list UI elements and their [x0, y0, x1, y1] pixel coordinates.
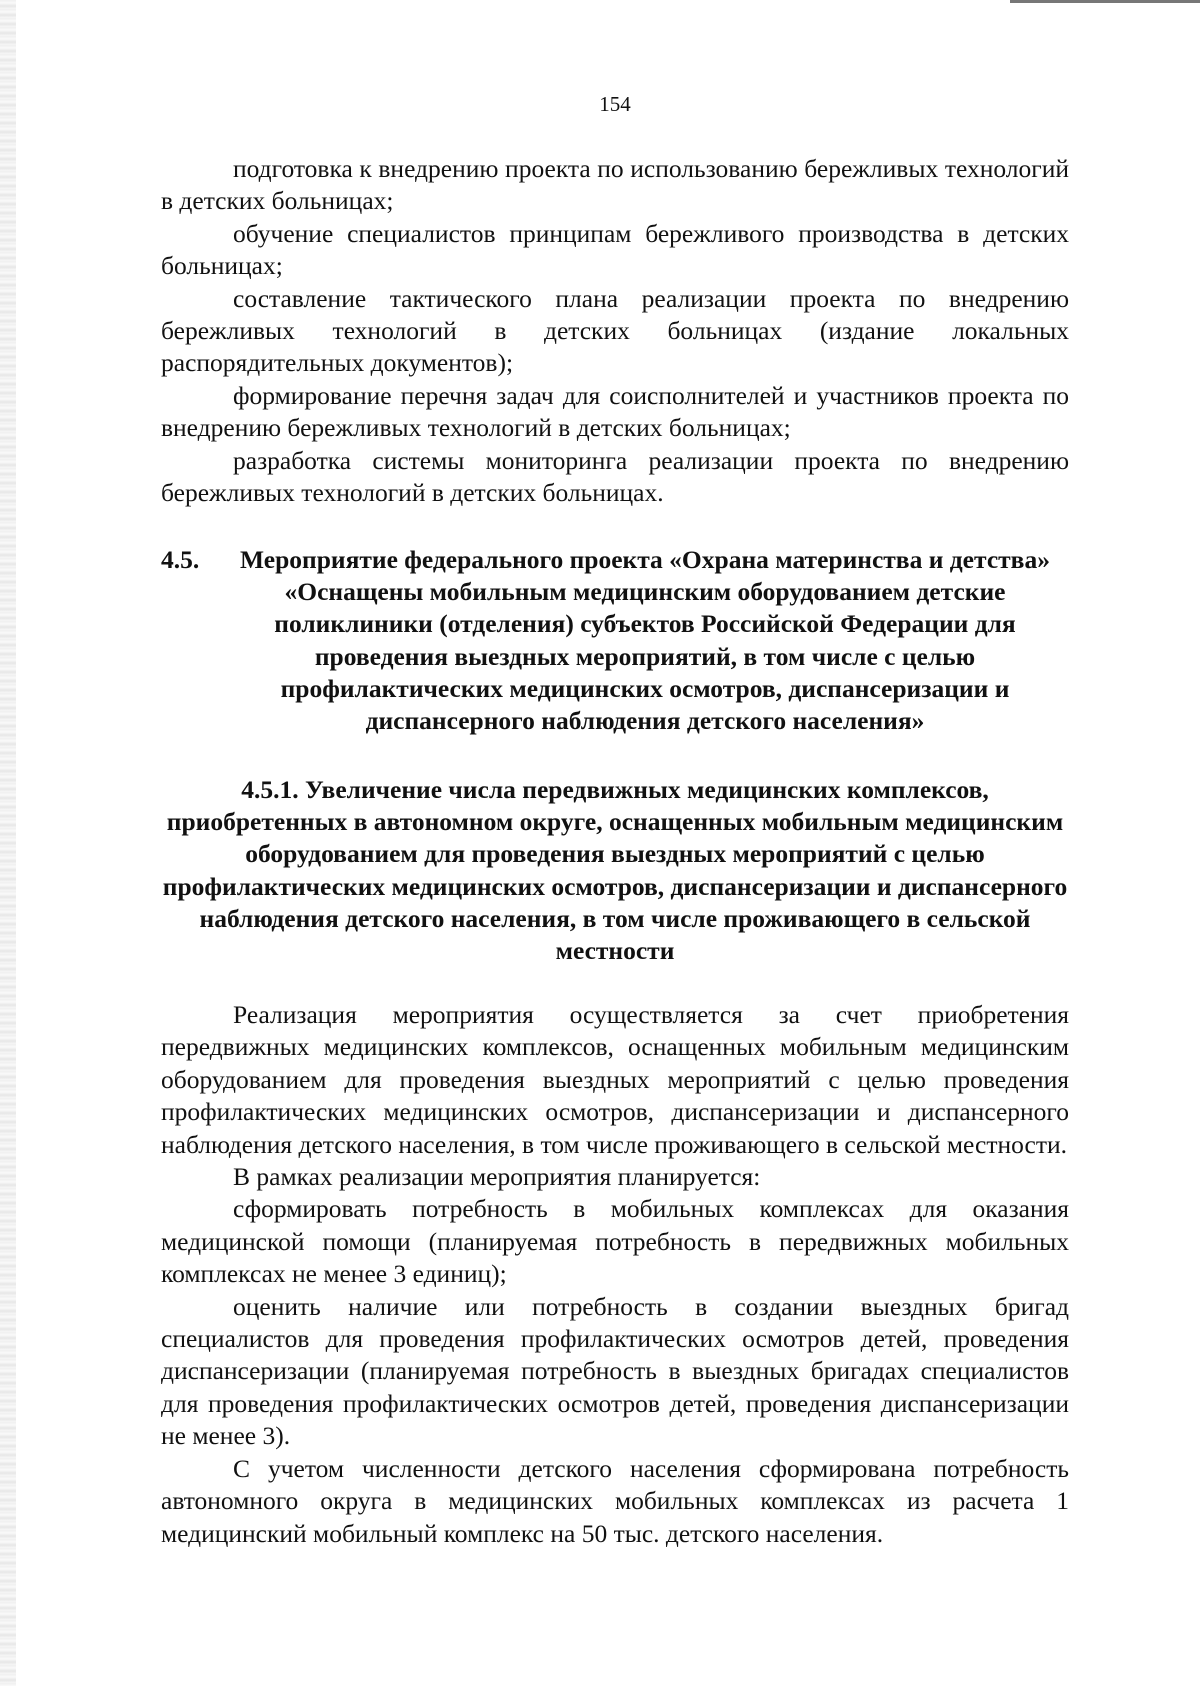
page-number: 154: [599, 92, 631, 116]
body-paragraph: оценить наличие или потребность в создании выездных бригад специалистов для проведения профилактических осмотров детей, проведения диспансеризации (планируемая потребность в выездных бригадах специалистов для проведения профилактических осмотров детей, проведения диспансеризации не менее 3).: [161, 1291, 1069, 1451]
list-item: разработка системы мониторинга реализации проекта по внедрению бережливых технологий в детских больницах.: [161, 445, 1069, 508]
body-paragraph: Реализация мероприятия осуществляется за счет приобретения передвижных медицинских комплексов, оснащенных мобильным медицинским оборудованием для проведения выездных мероприятий с целью проведения профилактических медицинских осмотров, диспансеризации и диспансерного наблюдения детского населения, в том числе проживающего в сельской местности.: [161, 1000, 1069, 1159]
intro-list: [161, 153, 1069, 509]
subsection-heading-4-5-1: 4.5.1. Увеличение числа передвижных медицинских комплексов, приобретенных в автономном округе, оснащенных мобильным медицинским оборудованием для проведения выездных мероприятий с целью профилактических медицинских осмотров, диспансеризации и диспансерного наблюдения детского населения, в том числе проживающего в сельской местности: [162, 775, 1068, 966]
body-paragraph: сформировать потребность в мобильных комплексах для оказания медицинской помощи (планируемая потребность в передвижных мобильных комплексах не менее 3 единиц);: [161, 1194, 1069, 1289]
scan-edge-shadow: [0, 0, 16, 1686]
list-item: формирование перечня задач для соисполнителей и участников проекта по внедрению бережливых технологий в детских больницах;: [161, 380, 1069, 443]
section-number: 4.5.: [161, 545, 200, 574]
body-paragraph: В рамках реализации мероприятия планируется:: [233, 1162, 761, 1192]
body-paragraph: С учетом численности детского населения сформирована потребность автономного округа в медицинских мобильных комплексах из расчета 1 медицинский мобильный комплекс на 50 тыс. детского населения.: [161, 1453, 1069, 1548]
list-item: подготовка к внедрению проекта по использованию бережливых технологий в детских больницах;: [161, 154, 1069, 216]
list-item: составление тактического плана реализации проекта по внедрению бережливых технологий в детских больницах (издание локальных распорядительных документов);: [161, 283, 1069, 378]
list-item: обучение специалистов принципам бережливого производства в детских больницах;: [161, 218, 1069, 281]
section-title: Мероприятие федерального проекта «Охрана материнства и детства» «Оснащены мобильным медицинским оборудованием детские поликлиники (отделения) субъектов Российской Федерации для проведения выездных мероприятий, в том числе с целью профилактических медицинских осмотров, диспансеризации и диспансерного наблюдения детского населения»: [240, 545, 1050, 736]
section-heading-4-5: [161, 544, 1069, 737]
body-text: [161, 999, 1069, 1550]
scan-top-line: [1010, 0, 1200, 3]
